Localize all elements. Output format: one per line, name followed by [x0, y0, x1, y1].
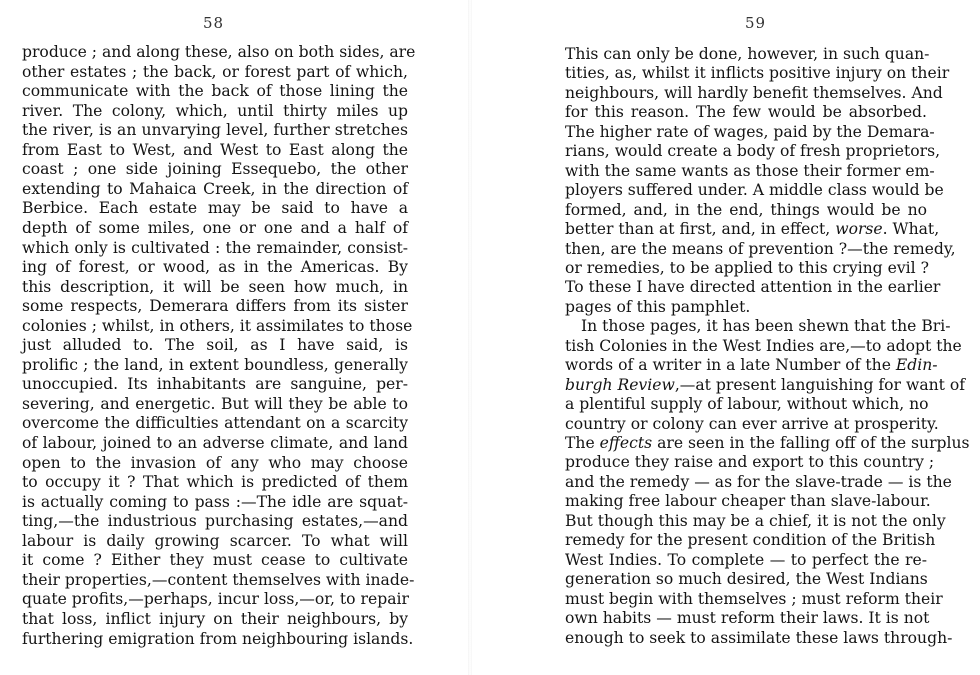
text-line: This can only be done, however, in such quan- [565, 45, 930, 63]
text-line: with the same wants as those their former em- [565, 161, 935, 180]
text-line: just alluded to. The soil, as I have said, is [22, 336, 408, 355]
text-line: a plentiful supply of labour, without which, no [565, 395, 929, 414]
text-line: country or colony can ever arrive at prosperity. [565, 414, 939, 433]
text-line: it come ? Either they must cease to cultivate [22, 551, 408, 570]
text-line: tities, as, whilst it inflicts positive injury on their [565, 64, 950, 83]
text-line: own habits — must reform their laws. It is not [565, 609, 930, 628]
text-line: and the remedy — as for the slave-trade — is the [565, 472, 952, 491]
text-line: generation so much desired, the West Indians [565, 570, 928, 589]
text-line: rians, would create a body of fresh proprietors, [565, 142, 941, 161]
text-line: their properties,—content themselves with inade- [22, 570, 415, 589]
text-line: The higher rate of wages, paid by the Demara- [565, 122, 935, 141]
text-line: of labour, joined to an adverse climate, and land [22, 434, 408, 452]
text-line: remedy for the present condition of the British [565, 531, 936, 550]
text-line: quate profits,—perhaps, incur loss,—or, to repair [22, 590, 409, 609]
page-number-59: 59 [745, 14, 767, 32]
text-line: must begin with themselves ; must reform their [565, 589, 943, 608]
page-number-58: 58 [203, 14, 225, 32]
text-line: furthering emigration from neighbouring islands. [22, 629, 414, 648]
text-line: enough to seek to assimilate these laws through- [565, 628, 953, 647]
text-line: for this reason. The few would be absorbed. [565, 103, 927, 122]
text-line: then, are the means of prevention ?—the remedy, [565, 239, 956, 258]
text-line: produce they raise and export to this country ; [565, 453, 935, 472]
text-line: colonies ; whilst, in others, it assimilates to those [22, 316, 413, 335]
text-line: But though this may be a chief, it is not the only [565, 511, 946, 530]
text-line: In those pages, it has been shewn that the Bri- [581, 317, 951, 336]
text-line: the river, is an unvarying level, further stretches [22, 121, 408, 140]
text-line: ing of forest, or wood, as in the Americas. By [22, 258, 408, 277]
text-line: Berbice. Each estate may be said to have a [22, 199, 408, 218]
right-page [470, 0, 980, 675]
text-line: depth of some miles, one or one and a half of [22, 218, 408, 237]
text-line: coast ; one side joining Essequebo, the other [22, 160, 408, 179]
text-line: ployers suffered under. A middle class would be [565, 181, 944, 200]
text-line: from East to West, and West to East along the [22, 140, 408, 159]
text-line: burgh Review,—at present languishing for want of [565, 375, 966, 394]
text-line: this description, it will be seen how much, in [22, 277, 408, 296]
text-line: formed, and, in the end, things would be no [565, 200, 927, 219]
text-line: The effects are seen in the falling off of the surplus [565, 434, 970, 452]
text-line: better than at first, and, in effect, worse. What, [565, 220, 940, 239]
left-page [0, 0, 470, 675]
text-line: unoccupied. Its inhabitants are sanguine, per- [22, 375, 408, 394]
text-line: To these I have directed attention in the earlier [565, 278, 941, 297]
text-line: labour is daily growing scarcer. To what will [22, 531, 408, 550]
text-line: that loss, inflict injury on their neighbours, by [22, 609, 408, 628]
text-line: tish Colonies in the West Indies are,—to adopt the [565, 336, 962, 355]
text-line: open to the invasion of any who may choose [22, 453, 408, 472]
text-line: severing, and energetic. But will they be able to [22, 394, 408, 413]
text-line: prolific ; the land, in extent boundless, generally [22, 355, 408, 374]
text-line: West Indies. To complete — to perfect the re- [565, 550, 927, 569]
text-line: which only is cultivated : the remainder, consist- [22, 238, 408, 257]
text-line: other estates ; the back, or forest part of which, [22, 62, 408, 81]
text-line: some respects, Demerara differs from its sister [22, 297, 408, 316]
text-line: to occupy it ? That which is predicted of them [22, 473, 408, 492]
text-line: overcome the difficulties attendant on a scarcity [22, 414, 408, 433]
text-line: produce ; and along these, also on both sides, are [22, 43, 416, 61]
text-line: is actually coming to pass :—The idle are squat- [22, 492, 408, 511]
text-line: neighbours, will hardly benefit themselves. And [565, 83, 943, 102]
text-line: extending to Mahaica Creek, in the direction of [22, 179, 408, 198]
text-line: ting,—the industrious purchasing estates,—and [22, 512, 408, 531]
text-line: communicate with the back of those lining the [22, 82, 408, 101]
text-line: or remedies, to be applied to this crying evil ? [565, 258, 929, 277]
text-line: making free labour cheaper than slave-labour. [565, 492, 931, 511]
text-line: words of a writer in a late Number of the Edin- [565, 356, 938, 375]
text-line: pages of this pamphlet. [565, 297, 751, 316]
text-line: river. The colony, which, until thirty miles up [22, 101, 408, 120]
